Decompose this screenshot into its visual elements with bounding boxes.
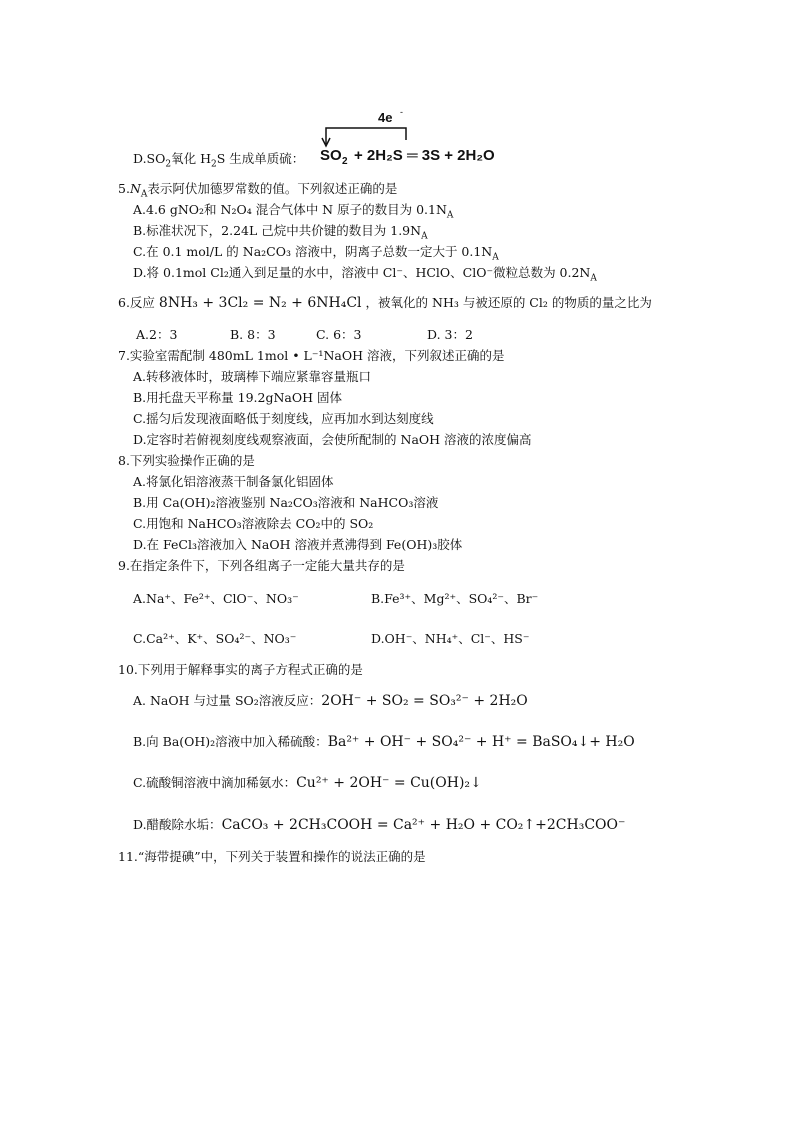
q5-a-text: A.4.6 gNO₂和 N₂O₄ 混合气体中 N 原子的数目为 0.1N bbox=[133, 202, 447, 217]
q5-stem: $5.N_A$表示阿伏加德罗常数的值。下列叙述正确的是 bbox=[118, 181, 398, 200]
q7-option-d: D.定容时若俯视刻度线观察液面，会使所配制的 NaOH 溶液的浓度偏高 bbox=[133, 432, 532, 447]
q10-a-text: A. NaOH 与过量 SO₂溶液反应： bbox=[133, 693, 322, 708]
q8-option-b: B.用 Ca(OH)₂溶液鉴别 Na₂CO₃溶液和 NaHCO₃溶液 bbox=[133, 495, 439, 510]
q10-c-text: C.硫酸铜溶液中滴加稀氨水： bbox=[133, 775, 297, 790]
q8-option-a: A.将氯化铝溶液蒸干制备氯化铝固体 bbox=[133, 474, 334, 489]
q11-stem: 11.“海带提碘”中，下列关于装置和操作的说法正确的是 bbox=[118, 849, 426, 864]
q6-option-c: C. 6：3 bbox=[316, 327, 362, 342]
electron-transfer-diagram bbox=[318, 104, 518, 168]
q8-option-d: D.在 FeCl₃溶液加入 NaOH 溶液并煮沸得到 Fe(OH)₃胶体 bbox=[133, 537, 463, 552]
q10-d-equation: CaCO₃ + 2CH₃COOH = Ca²⁺ + H₂O + CO₂↑+2CH₃COO⁻ bbox=[221, 817, 626, 833]
q9-option-b: B.Fe³⁺、Mg²⁺、SO₄²⁻、Br⁻ bbox=[371, 591, 539, 606]
q5-option-b: B.标准状况下，2.24L 己烷中共价键的数目为 $1.9N_A$ bbox=[133, 223, 428, 242]
q5-b-text: B.标准状况下，2.24L 己烷中共价键的数目为 1.9N bbox=[133, 223, 422, 238]
q6-option-d: D. 3：2 bbox=[427, 327, 473, 342]
q10-stem: 10.下列用于解释事实的离子方程式正确的是 bbox=[118, 662, 363, 677]
q6-stem bbox=[118, 294, 652, 312]
q6-stem-a: 6.反应 bbox=[118, 295, 155, 310]
svg-text:2: 2 bbox=[342, 156, 348, 167]
q6-stem-b: ，被氧化的 NH₃ 与被还原的 Cl₂ 的物质的量之比为 bbox=[365, 295, 652, 310]
q9-stem: 9.在指定条件下，下列各组离子一定能大量共存的是 bbox=[118, 558, 405, 573]
q5-option-c: C.在 0.1 mol/L 的 Na₂CO₃ 溶液中，阴离子总数一定大于 $0.1N_A$ bbox=[133, 244, 499, 263]
q10-b-text: B.向 Ba(OH)₂溶液中加入稀硫酸： bbox=[133, 734, 328, 749]
q4-d-mid: 氧化 H bbox=[171, 151, 211, 166]
q10-option-b bbox=[133, 733, 635, 751]
q10-a-equation: 2OH⁻ + SO₂ = SO₃²⁻ + 2H₂O bbox=[321, 693, 528, 709]
svg-text:-: - bbox=[400, 107, 403, 117]
q6-option-b: B. 8：3 bbox=[230, 327, 276, 342]
electron-equation: + 2H₂S ═ 3S + 2H₂O bbox=[354, 147, 495, 164]
q4-d-suffix: S 生成单质硫： bbox=[216, 151, 305, 166]
q8-option-c: C.用饱和 NaHCO₃溶液除去 CO₂中的 SO₂ bbox=[133, 516, 374, 531]
q10-option-c bbox=[133, 774, 482, 792]
q5-option-d: D.将 0.1mol Cl₂通入到足量的水中，溶液中 Cl⁻、HClO、ClO⁻微粒总数为 $0.2N_A$ bbox=[133, 265, 597, 284]
q4-d-prefix: D.SO bbox=[133, 151, 166, 166]
q10-b-equation: Ba²⁺ + OH⁻ + SO₄²⁻ + H⁺ = BaSO₄↓+ H₂O bbox=[327, 734, 635, 750]
q7-option-b: B.用托盘天平称量 19.2gNaOH 固体 bbox=[133, 390, 342, 405]
q7-option-a: A.转移液体时，玻璃棒下端应紧靠容量瓶口 bbox=[133, 369, 372, 384]
svg-text:SO: SO bbox=[320, 147, 342, 164]
q9-option-d: D.OH⁻、NH₄⁺、Cl⁻、HS⁻ bbox=[371, 631, 530, 646]
q7-option-c: C.摇匀后发现液面略低于刻度线，应再加水到达刻度线 bbox=[133, 411, 434, 426]
q5-c-text: C.在 0.1 mol/L 的 Na₂CO₃ 溶液中，阴离子总数一定大于 0.1N bbox=[133, 244, 493, 259]
electron-label: 4e bbox=[378, 110, 393, 125]
q10-option-d bbox=[133, 816, 625, 834]
q5-stem-text: 表示阿伏加德罗常数的值。下列叙述正确的是 bbox=[147, 181, 398, 196]
q10-c-equation: Cu²⁺ + 2OH⁻ = Cu(OH)₂↓ bbox=[296, 775, 482, 791]
q7-stem: 7.实验室需配制 480mL 1mol • L⁻¹NaOH 溶液，下列叙述正确的是 bbox=[118, 348, 505, 363]
q6-option-a: A.2：3 bbox=[136, 327, 178, 342]
q10-d-text: D.醋酸除水垢： bbox=[133, 817, 222, 832]
q9-option-a: A.Na⁺、Fe²⁺、ClO⁻、NO₃⁻ bbox=[133, 591, 299, 606]
q5-option-a: A.4.6 gNO₂和 N₂O₄ 混合气体中 N 原子的数目为 $0.1N_A$ bbox=[133, 202, 454, 221]
q10-option-a bbox=[133, 692, 528, 710]
q4-option-d: $D.SO_2$氧化 $H_2S$ 生成单质硫： bbox=[133, 151, 305, 170]
q8-stem: 8.下列实验操作正确的是 bbox=[118, 453, 255, 468]
q5-d-text: D.将 0.1mol Cl₂通入到足量的水中，溶液中 Cl⁻、HClO、ClO⁻微粒总数为 0.2N bbox=[133, 265, 591, 280]
q6-equation: 8NH₃ + 3Cl₂ = N₂ + 6NH₄Cl bbox=[158, 295, 362, 311]
q9-option-c: C.Ca²⁺、K⁺、SO₄²⁻、NO₃⁻ bbox=[133, 631, 297, 646]
